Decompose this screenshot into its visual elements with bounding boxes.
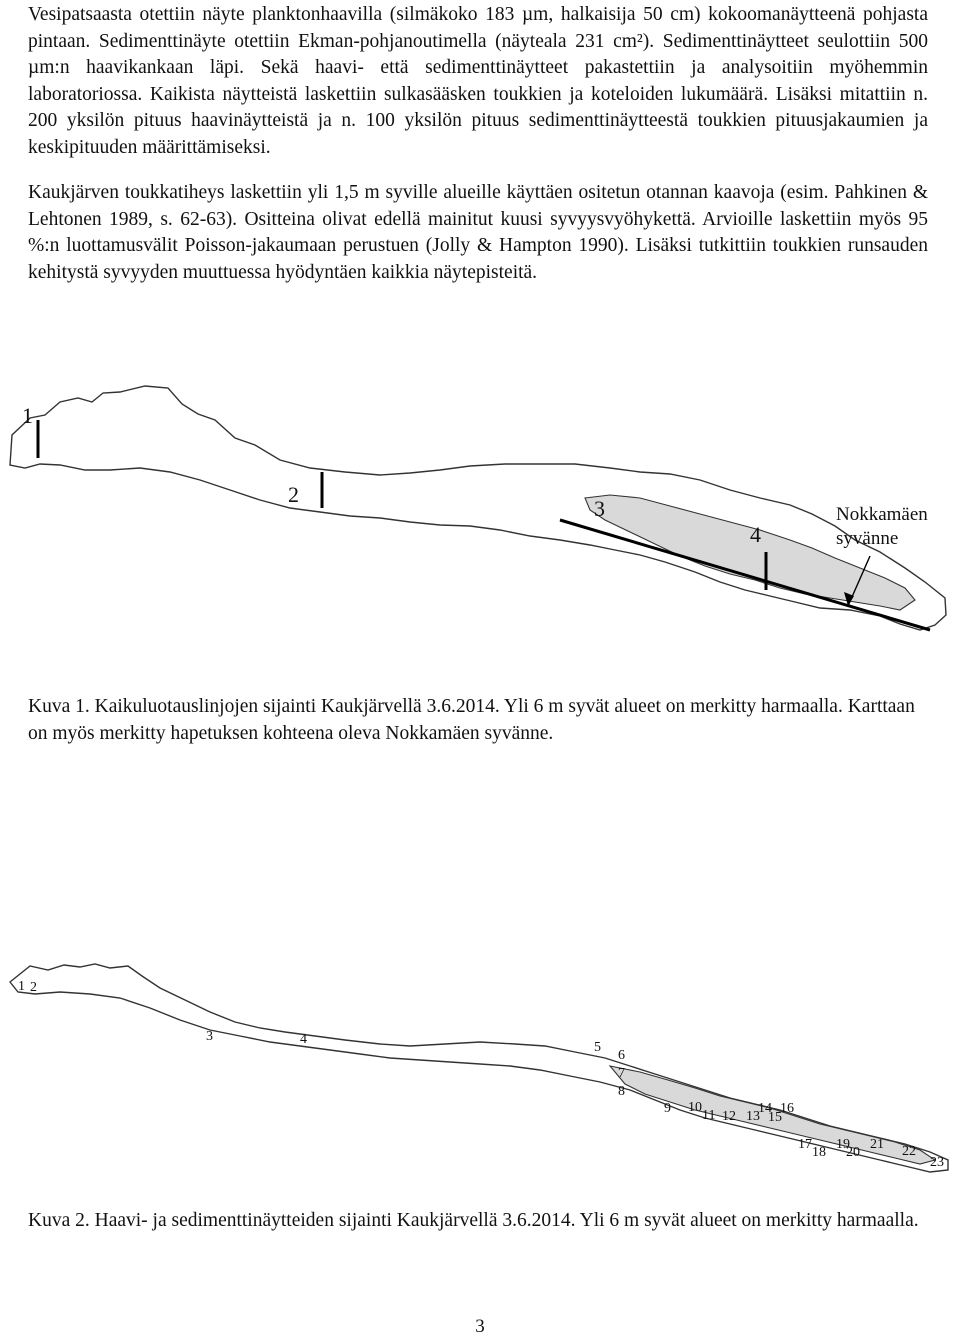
site-label-19: 19 <box>836 1137 850 1152</box>
site-label-22: 22 <box>902 1144 916 1159</box>
site-label-7: 7 <box>618 1066 625 1081</box>
line-label-2: 2 <box>288 482 299 507</box>
site-label-21: 21 <box>870 1137 884 1152</box>
figure-1-lake-map <box>0 380 960 680</box>
page-number: 3 <box>475 1316 485 1337</box>
site-label-9: 9 <box>664 1101 671 1116</box>
site-label-10: 10 <box>688 1100 702 1115</box>
site-label-14: 14 <box>758 1101 772 1116</box>
figure-1-caption: Kuva 1. Kaikuluotauslinjojen sijainti Kaukjärvellä 3.6.2014. Yli 6 m syvät alueet on merkitty harmaalla. Karttaan on myös merkitty hapetuksen kohteena oleva Nokkamäen syvänne. <box>28 696 915 744</box>
site-label-1: 1 <box>18 979 25 994</box>
site-label-2: 2 <box>30 980 37 995</box>
site-label-23: 23 <box>930 1155 944 1170</box>
site-label-16: 16 <box>780 1101 794 1116</box>
line-label-1: 1 <box>22 403 33 428</box>
nokkamaki-label-line1: Nokkamäen <box>836 504 928 525</box>
site-label-20: 20 <box>846 1145 860 1160</box>
site-label-18: 18 <box>812 1145 826 1160</box>
site-label-12: 12 <box>722 1109 736 1124</box>
line-label-3: 3 <box>594 496 605 521</box>
site-label-3: 3 <box>206 1029 213 1044</box>
nokkamaki-label-line2: syvänne <box>836 528 899 549</box>
line-label-4: 4 <box>750 522 761 547</box>
site-label-15: 15 <box>768 1110 782 1125</box>
methods-paragraph-2: Kaukjärven toukkatiheys laskettiin yli 1,5 m syville alueille käyttäen ositetun otannan kaavoja (esim. Pahkinen & Lehtonen 1989, s. 62-63). Ositteina olivat edellä mainitut kuusi syvyysvyöhykettä. Arvioille laskettiin myös 95 %:n luottamusvälit Poisson-jakaumaan perustuen (Jolly & Hampton 1990). Lisäksi tutkittiin toukkien runsauden kehitystä syvyyden muuttuessa hyödyntäen kaikkia näytepisteitä. <box>28 182 928 283</box>
site-label-11: 11 <box>702 1108 716 1123</box>
site-label-4: 4 <box>300 1032 307 1047</box>
site-label-6: 6 <box>618 1048 625 1063</box>
site-label-17: 17 <box>798 1137 812 1152</box>
site-label-8: 8 <box>618 1084 625 1099</box>
figure-2-site-map <box>0 960 960 1180</box>
site-label-13: 13 <box>746 1109 760 1124</box>
methods-paragraph-1: Vesipatsaasta otettiin näyte planktonhaavilla (silmäkoko 183 µm, halkaisija 50 cm) kokoomanäytteenä pohjasta pintaan. Sedimenttinäyte otettiin Ekman-pohjanoutimella (näyteala 231 cm²). Sedimenttinäytteet seulottiin 500 µm:n haavikankaan läpi. Sekä haavi- että sedimenttinäytteet pakastettiin ja analysoitiin myöhemmin laboratoriossa. Kaikista näytteistä laskettiin sulkasääsken toukkien ja koteloiden lukumäärä. Lisäksi mitattiin n. 200 yksilön pituus haavinäytteistä ja n. 100 yksilön pituus sedimenttinäytteestä toukkien pituusjakaumien ja keskipituuden määrittämiseksi. <box>28 4 928 158</box>
figure-2-caption: Kuva 2. Haavi- ja sedimenttinäytteiden sijainti Kaukjärvellä 3.6.2014. Yli 6 m syvät alueet on merkitty harmaalla. <box>28 1210 919 1231</box>
site-label-5: 5 <box>594 1040 601 1055</box>
